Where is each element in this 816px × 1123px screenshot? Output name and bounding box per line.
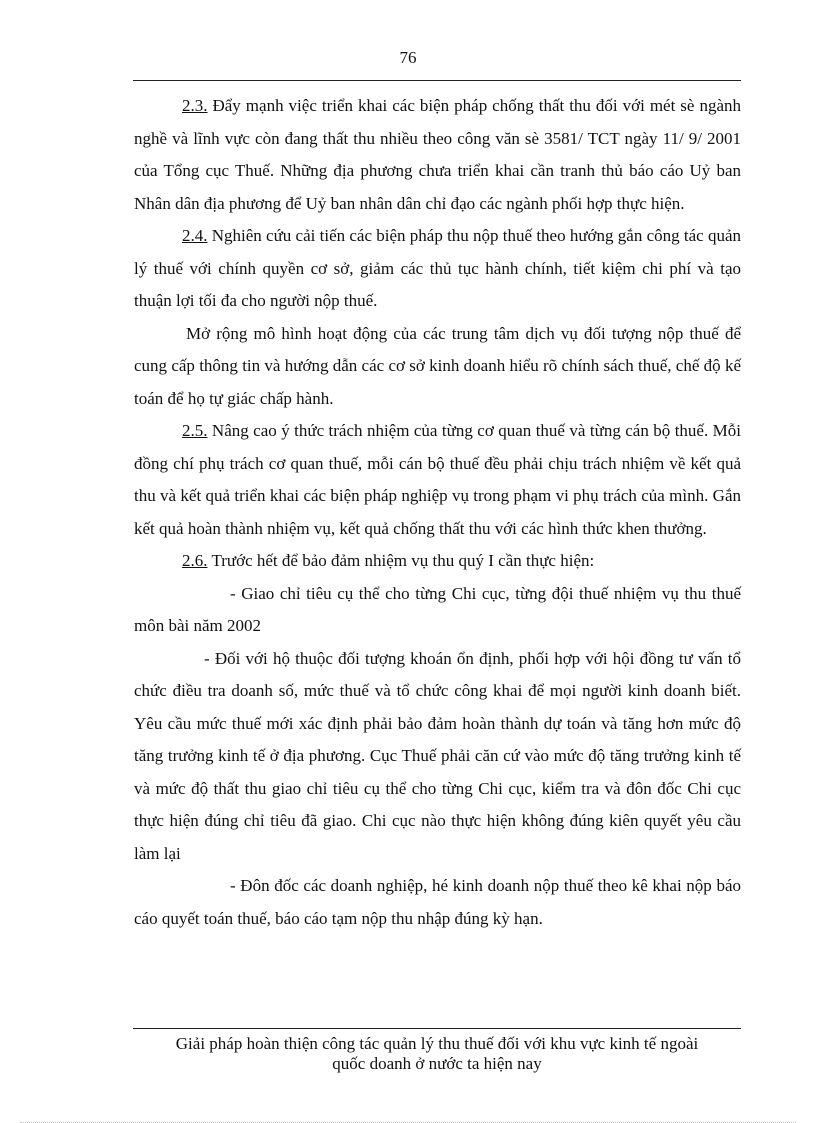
paragraph-text: Trước hết để bảo đảm nhiệm vụ thu quý I cần thực hiện: bbox=[207, 551, 595, 570]
footer-rule bbox=[133, 1028, 741, 1029]
paragraph-2-6 bbox=[134, 545, 741, 578]
paragraph-text: Nâng cao ý thức trách nhiệm của từng cơ quan thuế và từng cán bộ thuế. Mỗi đồng chí phụ trách cơ quan thuế, mỗi cán bộ thuế đều phải chịu trách nhiệm về kết quả thu và kết quả triển khai các biện pháp nghiệp vụ trong phạm vi phụ trách của mình. Gắn kết quả hoàn thành nhiệm vụ, kết quả chống thất thu với các hình thức khen thưởng. bbox=[134, 421, 741, 538]
bullet-item bbox=[134, 643, 741, 871]
section-number: 2.3. bbox=[182, 96, 208, 115]
section-number: 2.4. bbox=[182, 226, 208, 245]
paragraph-2-5 bbox=[134, 415, 741, 545]
footer-line-1: Giải pháp hoàn thiện công tác quản lý thu thuế đối với khu vực kinh tế ngoài bbox=[175, 1034, 699, 1053]
bullet-item bbox=[134, 870, 741, 935]
section-number: 2.5. bbox=[182, 421, 208, 440]
body-text bbox=[134, 90, 741, 935]
paragraph-text: Đẩy mạnh việc triển khai các biện pháp chống thất thu đối với mét sè ngành nghề và lĩnh vực còn đang thất thu nhiều theo công văn sè 3581/ TCT ngày 11/ 9/ 2001 của Tổng cục Thuế. Những địa phương chưa triển khai cần tranh thủ báo cáo Uỷ ban Nhân dân địa phương để Uỷ ban nhân dân chỉ đạo các ngành phối hợp thực hiện. bbox=[134, 96, 741, 213]
bullet-item bbox=[134, 578, 741, 643]
header-rule bbox=[133, 80, 741, 81]
section-number: 2.6. bbox=[182, 551, 208, 570]
paragraph-text: Nghiên cứu cải tiến các biện pháp thu nộp thuế theo hướng gắn công tác quản lý thuế với chính quyền cơ sở, giảm các thủ tục hành chính, tiết kiệm chi phí và tạo thuận lợi tối đa cho người nộp thuế. bbox=[134, 226, 741, 310]
paragraph-text: - Đôn đốc các doanh nghiệp, hé kinh doanh nộp thuế theo kê khai nộp báo cáo quyết toán thuế, báo cáo tạm nộp thu nhập đúng kỳ hạn. bbox=[134, 876, 741, 928]
footer bbox=[133, 1034, 741, 1074]
paragraph-2-3 bbox=[134, 90, 741, 220]
paragraph-text: Mở rộng mô hình hoạt động của các trung tâm dịch vụ đối tượng nộp thuế để cung cấp thông tin và hướng dẫn các cơ sở kinh doanh hiểu rõ chính sách thuế, chế độ kế toán để họ tự giác chấp hành. bbox=[134, 323, 741, 408]
paragraph-text: - Giao chỉ tiêu cụ thể cho từng Chi cục, từng đội thuế nhiệm vụ thu thuế môn bài năm 2002 bbox=[134, 583, 741, 635]
paragraph-expand-model bbox=[134, 318, 741, 416]
footer-line-2: quốc doanh ở nước ta hiện nay bbox=[332, 1054, 542, 1073]
paragraph-2-4 bbox=[134, 220, 741, 318]
page-number: 76 bbox=[399, 48, 417, 67]
paragraph-text: - Đối với hộ thuộc đối tượng khoán ổn định, phối hợp với hội đồng tư vấn tổ chức điều tra doanh số, mức thuế và tổ chức công khai để mọi người kinh doanh biết. Yêu cầu mức thuế mới xác định phải bảo đảm hoàn thành dự toán và tăng hơn mức độ tăng trưởng kinh tế ở địa phương. Cục Thuế phải căn cứ vào mức độ tăng trưởng kinh tế và mức độ thất thu giao chỉ tiêu cụ thể cho từng Chi cục, kiểm tra và đôn đốc Chi cục thực hiện đúng chỉ tiêu đã giao. Chi cục nào thực hiện không đúng kiên quyết yêu cầu làm lại bbox=[134, 648, 741, 863]
